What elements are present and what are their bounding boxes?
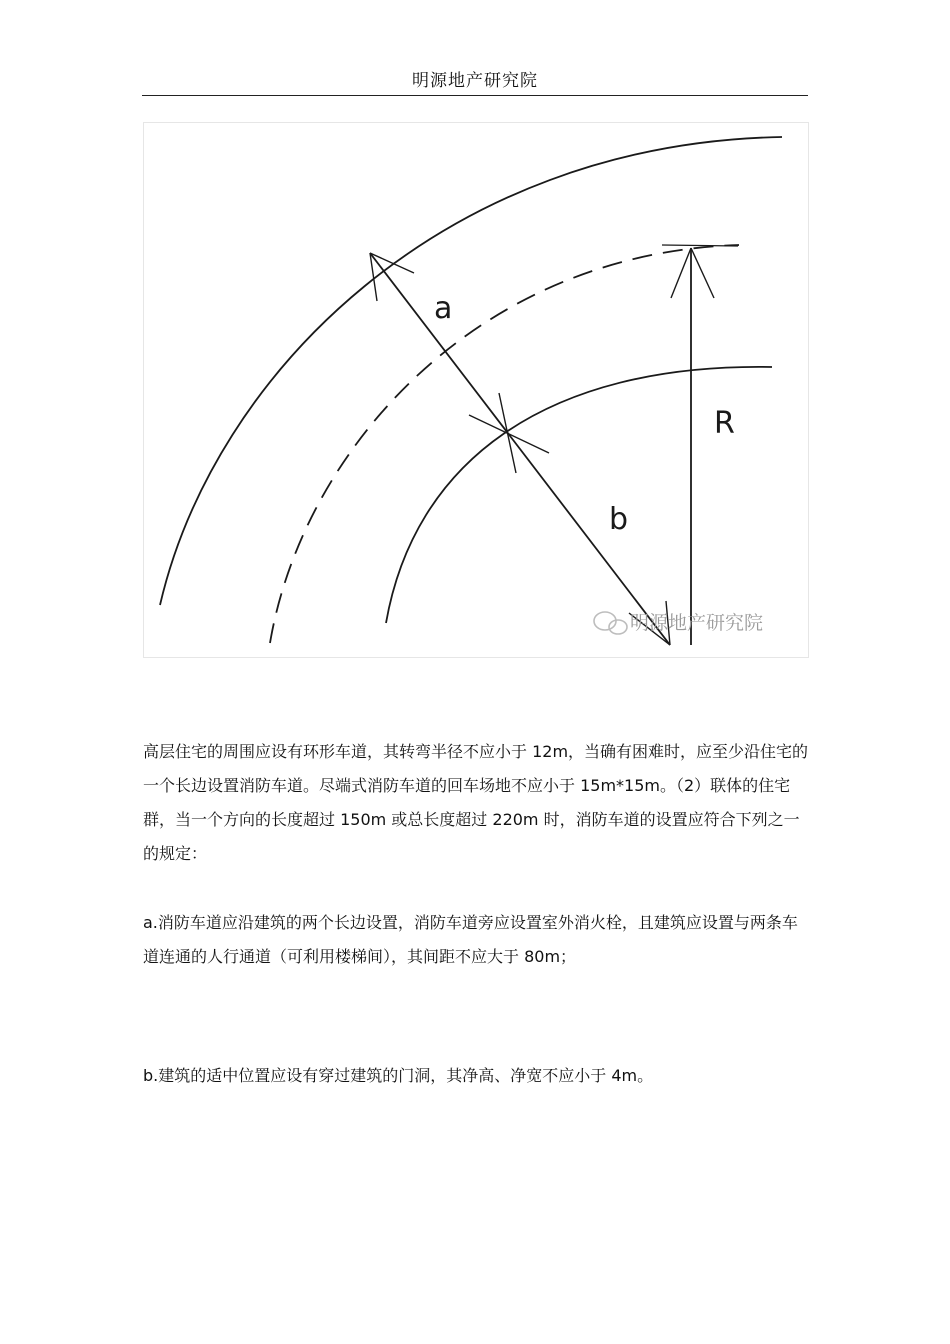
label-b: b	[609, 502, 629, 537]
radius-r-arrow-right	[691, 248, 714, 298]
wechat-icon	[594, 612, 627, 634]
turning-radius-diagram	[143, 122, 809, 658]
cross-tick-1	[469, 415, 549, 453]
paragraph-road-requirements: 高层住宅的周围应设有环形车道，其转弯半径不应小于 12m，当确有困难时，应至少沿住宅的一个长边设置消防车道。尽端式消防车道的回车场地不应小于 15m*15m。（2）联体的住宅群，当一个方向的长度超过 150m 或总长度超过 220m 时，消防车道的设置应符合下列之一的规定：	[143, 742, 809, 863]
diagonal-line	[370, 253, 670, 645]
label-a: a	[434, 291, 453, 326]
cross-tick-2	[499, 393, 516, 473]
watermark-text: 明源地产研究院	[630, 612, 764, 634]
road-centerline	[270, 245, 739, 643]
paragraph-option-b: b.建筑的适中位置应设有穿过建筑的门洞，其净高、净宽不应小于 4m。	[143, 1066, 654, 1085]
label-r: R	[714, 406, 735, 441]
page-header-title: 明源地产研究院	[412, 71, 538, 91]
paragraph-option-a: a.消防车道应沿建筑的两个长边设置，消防车道旁应设置室外消火栓，且建筑应设置与两条车道连通的人行通道（可利用楼梯间），其间距不应大于 80m；	[143, 913, 798, 966]
header-divider	[142, 95, 808, 96]
radius-r-arrow-left	[671, 248, 691, 298]
